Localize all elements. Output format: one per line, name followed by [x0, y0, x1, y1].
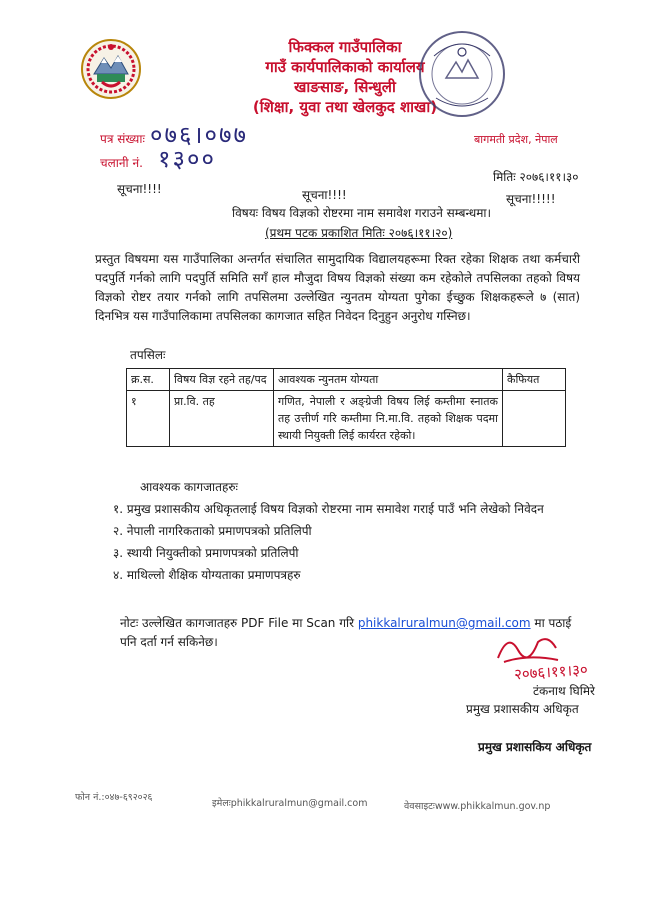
- chalani-label: चलानी नं.: [100, 156, 143, 170]
- table-cell: गणित, नेपाली र अङ्ग्रेजी विषय लिई कम्तीमा स्नातक तह उत्तीर्ण गरि कम्तीमा नि.मा.वि. तहको शिक्षक पदमा स्थायी नियुक्ती लिई कार्यरत रहेको।: [274, 391, 503, 447]
- table-cell: [503, 391, 566, 447]
- notice-left: सूचना!!!!: [117, 182, 162, 196]
- tapasil-label: तपसिलः: [130, 348, 166, 362]
- note-email-link[interactable]: phikkalruralmun@gmail.com: [357, 616, 531, 630]
- documents-label: आवश्यक कागजातहरुः: [140, 480, 238, 494]
- document-item: ३. स्थायी नियुक्तीको प्रमाणपत्रको प्रतिलिपी: [113, 546, 299, 560]
- document-date: मितिः २०७६।११।३०: [493, 170, 579, 184]
- office-subtitle: गाउँ कार्यपालिकाको कार्यालय: [265, 58, 425, 76]
- table-cell: प्रा.वि. तह: [170, 391, 274, 447]
- patra-value: ०७६।०७७: [149, 121, 248, 149]
- handwritten-date: २०७६।११।३०: [513, 660, 589, 684]
- footer-website[interactable]: वेवसाइटःwww.phikkalmun.gov.np: [404, 801, 551, 812]
- note-prefix: नोटः उल्लेखित कागजातहरु PDF File मा Scan गरि: [120, 616, 354, 630]
- table-header-row: [127, 369, 566, 391]
- government-emblem-icon: [80, 38, 142, 104]
- document-item: १. प्रमुख प्रशासकीय अधिकृतलाई विषय विज्ञको रोष्टरमा नाम समावेश गराई पाउँ भनि लेखेको निवेदन: [113, 502, 544, 516]
- notice-right: सूचना!!!!!: [506, 192, 556, 206]
- patra-label: पत्र संख्याः: [100, 132, 145, 146]
- signatory-title: प्रमुख प्रशासकीय अधिकृत: [466, 702, 579, 716]
- first-published: (प्रथम पटक प्रकाशित मितिः २०७६।११।२०): [265, 226, 453, 240]
- body-paragraph: प्रस्तुत विषयमा यस गाउँपालिका अन्तर्गत संचालित सामुदायिक विद्यालयहरूमा रिक्त रहेका शिक्षक तथा कर्मचारी पदपुर्ति गर्नको लागि पदपुर्ति समिति सगँ हाल मौजुदा विषय विज्ञको संख्या कम रहेकोले तपसिलका तहको विषय विज्ञको रोष्टर तयार गर्नको लागि तपसिलमा उल्लेखित न्युनतम योग्यता पुगेका ईच्छुक शिक्षकहरूले ७ (सात) दिनभित्र यस गाउँपालिकामा तपसिलका कागजात सहित निवेदन दिनुहुन अनुरोध गस्निछ।: [95, 252, 580, 323]
- note-suffix: मा पठाई पनि दर्ता गर्न सकिनेछ।: [120, 616, 572, 649]
- office-branch: (शिक्षा, युवा तथा खेलकुद शाखा): [252, 98, 438, 116]
- province-label: बागमती प्रदेश, नेपाल: [474, 133, 558, 146]
- tapasil-table: [126, 368, 566, 447]
- subject-line: विषयः विषय विज्ञको रोष्टरमा नाम समावेश गराउने सम्बन्धमा।: [232, 206, 492, 220]
- table-cell: १: [127, 391, 170, 447]
- document-item: ४. माथिल्लो शैक्षिक योग्यताका प्रमाणपत्रहरु: [113, 568, 301, 582]
- footer-phone: फोन नं.:०४७-६९२०२६: [75, 792, 153, 803]
- designation-stamp: प्रमुख प्रशासकिय अधिकृत: [478, 740, 592, 754]
- table-row: [127, 391, 566, 447]
- office-seal-icon: [416, 28, 508, 124]
- signatory-name: टंकनाथ घिमिरे: [533, 684, 595, 698]
- table-header-cell: विषय विज्ञ रहने तह/पद: [170, 369, 274, 391]
- table-header-cell: आवश्यक न्युनतम योग्यता: [274, 369, 503, 391]
- notice-center: सूचना!!!!: [302, 188, 347, 202]
- chalani-number: [100, 142, 216, 175]
- office-address: खाङसाङ, सिन्धुली: [294, 78, 396, 96]
- chalani-value: १३००: [158, 145, 216, 173]
- office-name: फिक्कल गाउँपालिका: [288, 38, 402, 56]
- footer-email[interactable]: इमेलःphikkalruralmun@gmail.com: [212, 798, 368, 809]
- document-item: २. नेपाली नागरिकताको प्रमाणपत्रको प्रतिलिपी: [113, 524, 312, 538]
- table-header-cell: कैफियत: [503, 369, 566, 391]
- table-header-cell: क्र.स.: [127, 369, 170, 391]
